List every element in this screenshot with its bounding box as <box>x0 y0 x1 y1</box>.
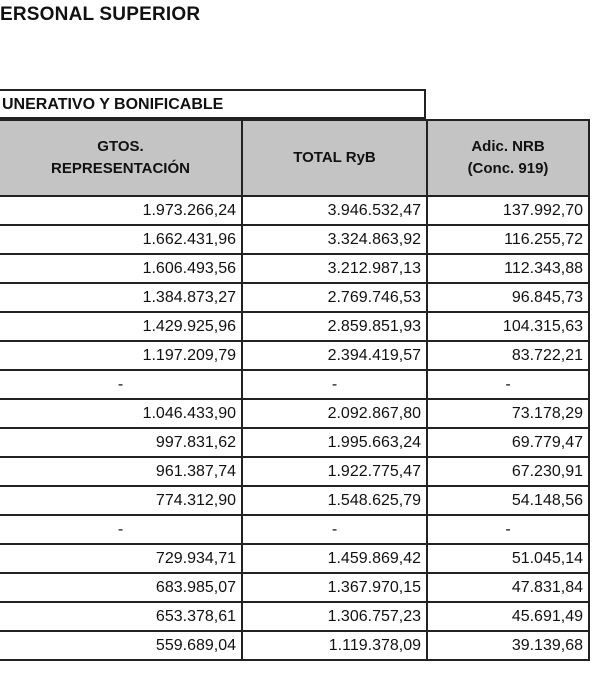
table-row <box>0 225 589 254</box>
cell-gastos-representacion: 559.689,04 <box>0 631 242 660</box>
cell-adicional-nrb: 69.779,47 <box>427 428 589 457</box>
cell-gastos-representacion: 683.985,07 <box>0 573 242 602</box>
cell-total-ryb: 2.769.746,53 <box>242 283 427 312</box>
cell-total-ryb: 1.995.663,24 <box>242 428 427 457</box>
column-header-total-ryb <box>242 120 427 196</box>
cell-adicional-nrb: 83.722,21 <box>427 341 589 370</box>
table-row <box>0 341 589 370</box>
table-row <box>0 602 589 631</box>
column-header-gastos-representacion <box>0 120 242 196</box>
cell-adicional-nrb: 45.691,49 <box>427 602 589 631</box>
column-header-adicional-nrb <box>427 120 589 196</box>
cell-total-ryb: 1.119.378,09 <box>242 631 427 660</box>
cell-adicional-nrb: 137.992,70 <box>427 196 589 225</box>
cell-gastos-representacion: 774.312,90 <box>0 486 242 515</box>
table-row <box>0 515 589 544</box>
table-row <box>0 573 589 602</box>
cell-adicional-nrb: 116.255,72 <box>427 225 589 254</box>
cell-gastos-representacion: 961.387,74 <box>0 457 242 486</box>
cell-total-ryb: 1.306.757,23 <box>242 602 427 631</box>
cell-total-ryb: 2.092.867,80 <box>242 399 427 428</box>
table-row <box>0 428 589 457</box>
cell-gastos-representacion: 1.046.433,90 <box>0 399 242 428</box>
cell-gastos-representacion: - <box>0 370 242 399</box>
cell-total-ryb: 1.459.869,42 <box>242 544 427 573</box>
column-header-line: TOTAL RyB <box>293 149 376 166</box>
cell-total-ryb: 3.324.863,92 <box>242 225 427 254</box>
cell-gastos-representacion: - <box>0 515 242 544</box>
cell-adicional-nrb: 39.139,68 <box>427 631 589 660</box>
cell-total-ryb: 2.394.419,57 <box>242 341 427 370</box>
cell-adicional-nrb: 73.178,29 <box>427 399 589 428</box>
column-header-line: GTOS. <box>97 138 144 155</box>
cell-adicional-nrb: 51.045,14 <box>427 544 589 573</box>
cell-total-ryb: 3.946.532,47 <box>242 196 427 225</box>
cell-total-ryb: 1.548.625,79 <box>242 486 427 515</box>
cell-gastos-representacion: 653.378,61 <box>0 602 242 631</box>
cell-total-ryb: - <box>242 370 427 399</box>
cell-adicional-nrb: 96.845,73 <box>427 283 589 312</box>
table-row <box>0 283 589 312</box>
cell-adicional-nrb: - <box>427 515 589 544</box>
column-header-line: REPRESENTACIÓN <box>51 160 190 177</box>
cell-gastos-representacion: 1.384.873,27 <box>0 283 242 312</box>
cell-total-ryb: 3.212.987,13 <box>242 254 427 283</box>
cell-total-ryb: 2.859.851,93 <box>242 312 427 341</box>
page-title: ERSONAL SUPERIOR <box>0 4 201 25</box>
table-row <box>0 457 589 486</box>
table-row <box>0 254 589 283</box>
cell-gastos-representacion: 997.831,62 <box>0 428 242 457</box>
cell-adicional-nrb: - <box>427 370 589 399</box>
column-header-line: (Conc. 919) <box>467 160 549 177</box>
cell-adicional-nrb: 67.230,91 <box>427 457 589 486</box>
salary-table <box>0 119 590 661</box>
table-row <box>0 486 589 515</box>
cell-gastos-representacion: 1.606.493,56 <box>0 254 242 283</box>
cell-adicional-nrb: 47.831,84 <box>427 573 589 602</box>
table-row <box>0 631 589 660</box>
table-row <box>0 196 589 225</box>
cell-gastos-representacion: 1.429.925,96 <box>0 312 242 341</box>
cell-adicional-nrb: 54.148,56 <box>427 486 589 515</box>
table-row <box>0 544 589 573</box>
table-row <box>0 312 589 341</box>
cell-total-ryb: - <box>242 515 427 544</box>
cell-gastos-representacion: 1.973.266,24 <box>0 196 242 225</box>
column-header-line: Adic. NRB <box>471 138 545 155</box>
cell-gastos-representacion: 1.197.209,79 <box>0 341 242 370</box>
cell-adicional-nrb: 112.343,88 <box>427 254 589 283</box>
cell-total-ryb: 1.367.970,15 <box>242 573 427 602</box>
table-row <box>0 399 589 428</box>
group-header: UNERATIVO Y BONIFICABLE <box>0 89 426 119</box>
cell-gastos-representacion: 1.662.431,96 <box>0 225 242 254</box>
cell-adicional-nrb: 104.315,63 <box>427 312 589 341</box>
cell-total-ryb: 1.922.775,47 <box>242 457 427 486</box>
table-header-row <box>0 120 589 196</box>
cell-gastos-representacion: 729.934,71 <box>0 544 242 573</box>
table-row <box>0 370 589 399</box>
